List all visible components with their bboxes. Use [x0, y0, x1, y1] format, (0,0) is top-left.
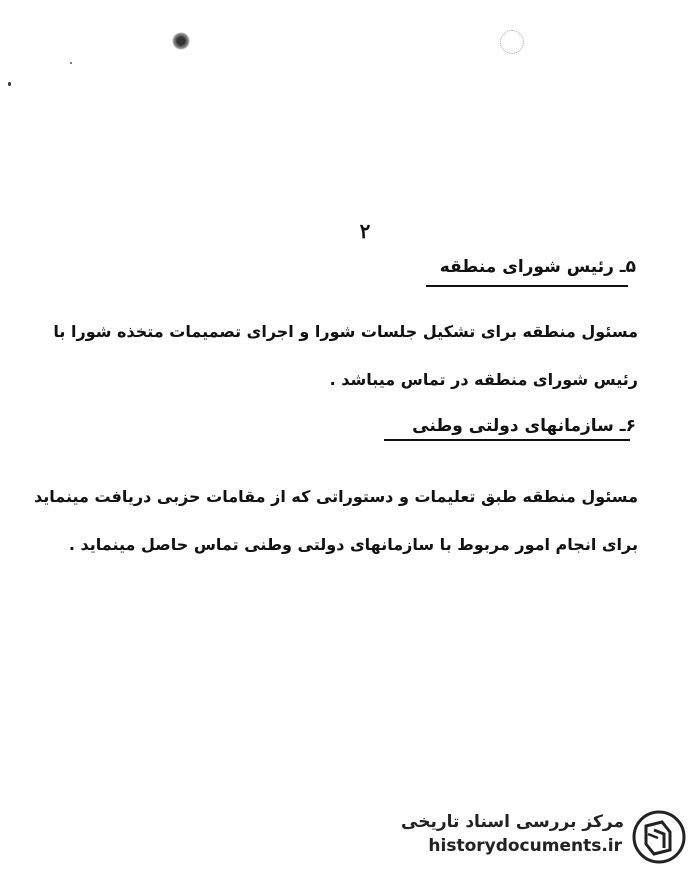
- watermark: [401, 808, 692, 866]
- scan-speck: [70, 62, 72, 64]
- section-5-line-2: رئیس شورای منطقه در تماس میباشد .: [329, 370, 638, 389]
- section-5-line-1: مسئول منطقه برای تشکیل جلسات شورا و اجرای تصمیمات متخذه شورا با: [53, 322, 638, 341]
- page-number: ۲: [359, 219, 371, 243]
- section-6-line-2: برای انجام امور مربوط با سازمانهای دولتی وطنی تماس حاصل مینماید .: [68, 535, 638, 554]
- watermark-title: مرکز بررسی اسناد تاریخی: [401, 812, 624, 832]
- section-6-underline: [384, 439, 630, 441]
- section-5-heading: ۵ـ رئیس شورای منطقه: [439, 257, 636, 277]
- section-5-underline: [426, 285, 628, 287]
- section-6-line-1: مسئول منطقه طبق تعلیمات و دستوراتی که از مقامات حزبی دریافت مینماید: [33, 487, 638, 506]
- scan-speck: [172, 32, 190, 50]
- scan-speck: [8, 82, 11, 86]
- archive-logo-icon: [632, 810, 686, 864]
- section-6-heading: ۶ـ سازمانهای دولتی وطنی: [412, 416, 636, 436]
- watermark-url: historydocuments.ir: [428, 836, 622, 856]
- scan-speck: [500, 30, 524, 54]
